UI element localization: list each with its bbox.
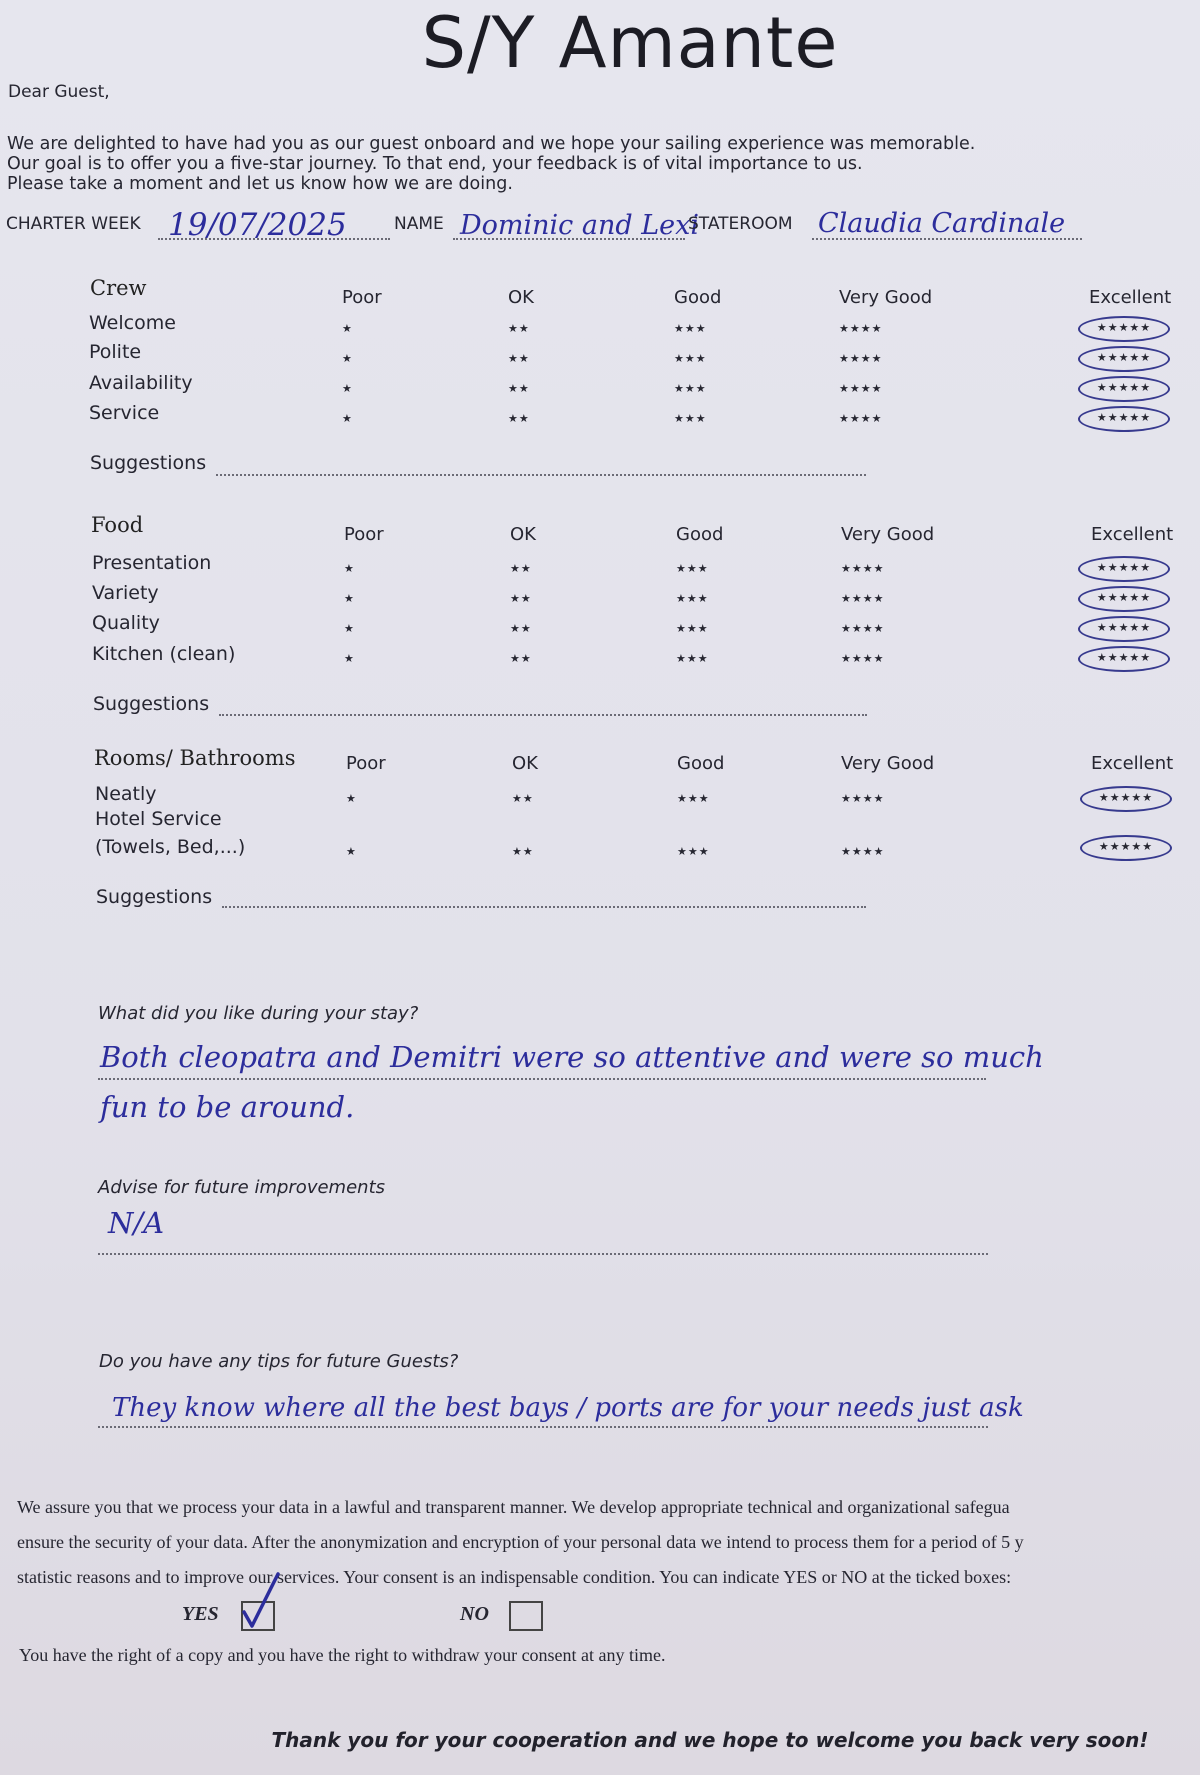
column-excellent: Excellent — [1089, 287, 1172, 308]
rating-poor[interactable]: ★ — [344, 622, 355, 635]
checkmark-icon — [232, 1572, 282, 1632]
rating-good[interactable]: ★★★ — [674, 322, 707, 335]
answer-line — [98, 1078, 986, 1080]
rating-excellent-stars: ★★★★★ — [1098, 840, 1154, 853]
rating-good[interactable]: ★★★ — [677, 792, 710, 805]
rating-excellent-stars: ★★★★★ — [1096, 591, 1152, 604]
rating-good[interactable]: ★★★ — [676, 622, 709, 635]
row-label-towels-bed: (Towels, Bed,...) — [95, 836, 246, 858]
page-title: S/Y Amante — [421, 2, 839, 84]
rating-very-good[interactable]: ★★★★ — [841, 652, 885, 665]
suggestions-label: Suggestions — [93, 693, 210, 715]
section-title-food: Food — [91, 513, 144, 537]
column-very-good: Very Good — [841, 753, 935, 774]
stateroom-field[interactable]: Claudia Cardinale — [818, 208, 1066, 239]
rating-good[interactable]: ★★★ — [676, 592, 709, 605]
rating-excellent-circled[interactable] — [1078, 556, 1170, 582]
column-good: Good — [676, 524, 724, 545]
rating-excellent-circled[interactable] — [1078, 346, 1170, 372]
rating-ok[interactable]: ★★ — [510, 562, 532, 575]
column-ok: OK — [510, 524, 536, 545]
consent-rights: You have the right of a copy and you have the right to withdraw your consent at any time. — [19, 1645, 666, 1665]
rating-ok[interactable]: ★★ — [512, 792, 534, 805]
rating-ok[interactable]: ★★ — [510, 622, 532, 635]
closing-message: Thank you for your cooperation and we hope to welcome you back very soon! — [271, 1728, 1149, 1752]
rating-ok[interactable]: ★★ — [510, 652, 532, 665]
rating-excellent-circled[interactable] — [1078, 616, 1170, 642]
rating-poor[interactable]: ★ — [342, 322, 353, 335]
rating-ok[interactable]: ★★ — [512, 845, 534, 858]
consent-no-checkbox[interactable] — [509, 1601, 543, 1631]
rating-good[interactable]: ★★★ — [674, 412, 707, 425]
rating-ok[interactable]: ★★ — [508, 322, 530, 335]
rating-poor[interactable]: ★ — [346, 792, 357, 805]
intro-text — [7, 134, 1187, 194]
intro-line: Our goal is to offer you a five-star journey. To that end, your feedback is of vital importance to us. — [7, 154, 863, 174]
rating-excellent-stars: ★★★★★ — [1096, 651, 1152, 664]
suggestions-field[interactable] — [216, 474, 866, 476]
section-title-crew: Crew — [90, 276, 147, 300]
intro-line: Please take a moment and let us know how we are doing. — [7, 174, 513, 194]
charter-week-label: CHARTER WEEK — [6, 214, 141, 234]
column-excellent: Excellent — [1091, 524, 1174, 545]
name-label: NAME — [394, 214, 444, 234]
rating-very-good[interactable]: ★★★★ — [841, 792, 885, 805]
rating-excellent-circled[interactable] — [1078, 376, 1170, 402]
row-label-hotel-service: Hotel Service — [95, 808, 222, 830]
rating-very-good[interactable]: ★★★★ — [841, 622, 885, 635]
charter-week-field[interactable]: 19/07/2025 — [168, 207, 347, 243]
rating-excellent-stars: ★★★★★ — [1096, 351, 1152, 364]
row-label-presentation: Presentation — [92, 552, 212, 574]
rating-poor[interactable]: ★ — [342, 382, 353, 395]
rating-poor[interactable]: ★ — [342, 412, 353, 425]
consent-text-line-3: statistic reasons and to improve our services. Your consent is an indispensable condition. You can indicate YES or NO at the ticked boxes: — [17, 1567, 1012, 1587]
answer-line — [98, 1253, 988, 1255]
rating-excellent-circled[interactable] — [1080, 835, 1172, 861]
answer-improvements[interactable]: N/A — [108, 1206, 165, 1240]
consent-yes-label: YES — [182, 1603, 219, 1625]
consent-text-line-1: We assure you that we process your data in a lawful and transparent manner. We develop appropriate technical and organizational safegua — [17, 1497, 1010, 1517]
rating-poor[interactable]: ★ — [342, 352, 353, 365]
consent-text-line-2: ensure the security of your data. After the anonymization and encryption of your personal data we intend to process them for a period of 5 y — [17, 1532, 1024, 1552]
rating-poor[interactable]: ★ — [344, 562, 355, 575]
rating-excellent-circled[interactable] — [1078, 406, 1170, 432]
rating-excellent-stars: ★★★★★ — [1096, 621, 1152, 634]
column-ok: OK — [508, 287, 534, 308]
suggestions-field[interactable] — [219, 714, 867, 716]
answer-liked-line-2[interactable]: fun to be around. — [100, 1090, 355, 1124]
rating-excellent-circled[interactable] — [1078, 316, 1170, 342]
rating-very-good[interactable]: ★★★★ — [839, 322, 883, 335]
rating-excellent-stars: ★★★★★ — [1096, 411, 1152, 424]
rating-excellent-circled[interactable] — [1078, 586, 1170, 612]
rating-good[interactable]: ★★★ — [674, 352, 707, 365]
rating-excellent-stars: ★★★★★ — [1096, 561, 1152, 574]
consent-no-label: NO — [460, 1603, 489, 1625]
answer-tips[interactable]: They know where all the best bays / ports are for your needs just ask — [112, 1393, 1024, 1423]
row-label-service: Service — [89, 402, 160, 424]
rating-poor[interactable]: ★ — [346, 845, 357, 858]
rating-excellent-stars: ★★★★★ — [1096, 321, 1152, 334]
column-very-good: Very Good — [841, 524, 935, 545]
column-good: Good — [674, 287, 722, 308]
question-improvements: Advise for future improvements — [98, 1177, 385, 1198]
rating-ok[interactable]: ★★ — [510, 592, 532, 605]
rating-good[interactable]: ★★★ — [674, 382, 707, 395]
column-poor: Poor — [342, 287, 382, 308]
greeting: Dear Guest, — [8, 82, 110, 102]
row-label-availability: Availability — [89, 372, 193, 394]
rating-excellent-circled[interactable] — [1078, 646, 1170, 672]
suggestions-label: Suggestions — [96, 886, 213, 908]
rating-poor[interactable]: ★ — [344, 592, 355, 605]
column-ok: OK — [512, 753, 538, 774]
suggestions-field[interactable] — [222, 906, 866, 908]
column-good: Good — [677, 753, 725, 774]
rating-poor[interactable]: ★ — [344, 652, 355, 665]
row-label-polite: Polite — [89, 341, 142, 363]
rating-very-good[interactable]: ★★★★ — [839, 412, 883, 425]
rating-ok[interactable]: ★★ — [508, 382, 530, 395]
rating-very-good[interactable]: ★★★★ — [841, 562, 885, 575]
rating-good[interactable]: ★★★ — [676, 562, 709, 575]
rating-ok[interactable]: ★★ — [508, 352, 530, 365]
name-field[interactable]: Dominic and Lexi — [460, 210, 699, 241]
rating-excellent-circled[interactable] — [1080, 786, 1172, 812]
column-excellent: Excellent — [1091, 753, 1174, 774]
rating-good[interactable]: ★★★ — [676, 652, 709, 665]
column-very-good: Very Good — [839, 287, 933, 308]
answer-line — [98, 1426, 988, 1428]
rating-very-good[interactable]: ★★★★ — [839, 382, 883, 395]
row-label-neatly: Neatly — [95, 783, 157, 805]
rating-ok[interactable]: ★★ — [508, 412, 530, 425]
question-tips: Do you have any tips for future Guests? — [99, 1351, 459, 1372]
rating-very-good[interactable]: ★★★★ — [839, 352, 883, 365]
row-label-welcome: Welcome — [89, 312, 176, 334]
column-poor: Poor — [344, 524, 384, 545]
suggestions-label: Suggestions — [90, 452, 207, 474]
row-label-kitchen: Kitchen (clean) — [92, 643, 236, 665]
rating-excellent-stars: ★★★★★ — [1096, 381, 1152, 394]
rating-very-good[interactable]: ★★★★ — [841, 845, 885, 858]
rating-excellent-stars: ★★★★★ — [1098, 791, 1154, 804]
row-label-variety: Variety — [92, 582, 159, 604]
rating-good[interactable]: ★★★ — [677, 845, 710, 858]
section-title-rooms: Rooms/ Bathrooms — [94, 746, 296, 770]
row-label-quality: Quality — [92, 612, 160, 634]
rating-very-good[interactable]: ★★★★ — [841, 592, 885, 605]
intro-line: We are delighted to have had you as our guest onboard and we hope your sailing experience was memorable. — [7, 134, 976, 154]
stateroom-label: STATEROOM — [688, 214, 793, 234]
question-liked: What did you like during your stay? — [98, 1003, 419, 1024]
column-poor: Poor — [346, 753, 386, 774]
answer-liked-line-1[interactable]: Both cleopatra and Demitri were so attentive and were so much — [100, 1040, 1044, 1074]
